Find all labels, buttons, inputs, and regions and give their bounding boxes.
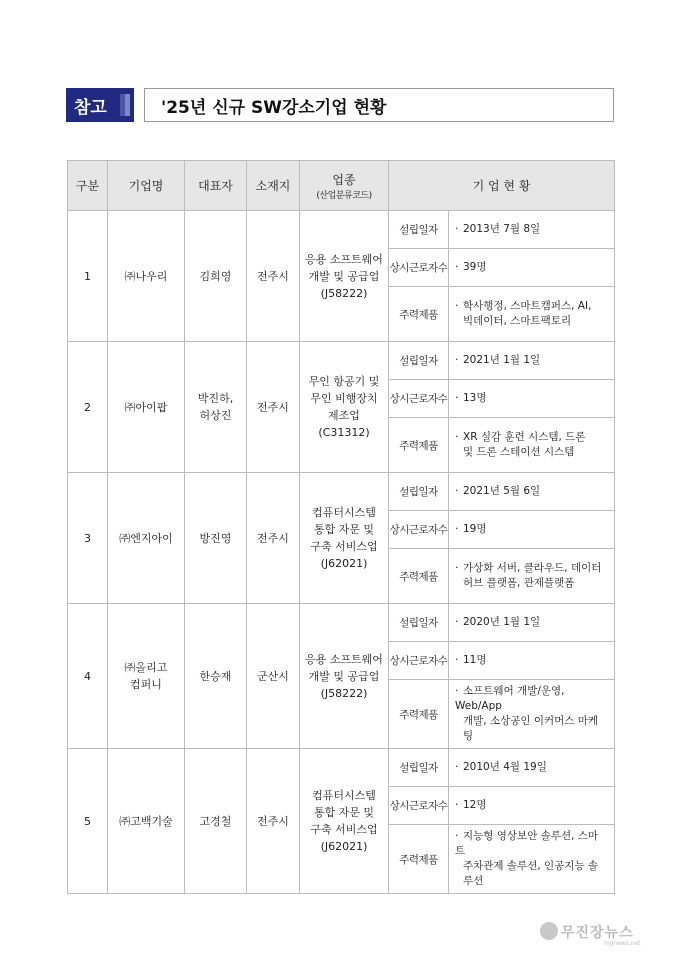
founded-text: 2010년 4월 19일 xyxy=(463,761,547,773)
location: 전주시 xyxy=(247,342,300,473)
location: 전주시 xyxy=(247,749,300,894)
bullet-icon: · xyxy=(455,654,459,666)
company-name-line: ㈜나우리 xyxy=(124,269,168,283)
table-row xyxy=(68,211,615,249)
company-name xyxy=(108,211,185,342)
employees-text: 11명 xyxy=(463,654,487,666)
location: 전주시 xyxy=(247,211,300,342)
ceo-name xyxy=(185,749,247,894)
employees-label: 상시근로자수 xyxy=(389,380,449,418)
row-no: 4 xyxy=(68,604,108,749)
industry-line: 구축 서비스업 xyxy=(310,823,378,836)
employees-text: 13명 xyxy=(463,392,487,404)
product-line xyxy=(455,859,608,889)
products-label: 주력제품 xyxy=(389,680,449,749)
product-line xyxy=(455,829,608,859)
company-name-line: ㈜엔지아이 xyxy=(119,531,173,545)
ceo-name-line: 고경철 xyxy=(199,814,232,828)
table-row xyxy=(68,604,615,642)
product-line xyxy=(455,714,608,744)
watermark-text: 무진장뉴스 xyxy=(561,925,634,941)
bullet-icon: · xyxy=(455,685,459,697)
bullet-icon: · xyxy=(455,431,459,443)
industry-line: 제조업 xyxy=(328,409,360,422)
product-text: 가상화 서버, 클라우드, 데이터 xyxy=(463,562,602,574)
location: 전주시 xyxy=(247,473,300,604)
bullet-icon: · xyxy=(455,761,459,773)
product-text: 빅데이터, 스마트팩토리 xyxy=(463,315,572,327)
product-line xyxy=(455,430,608,445)
bullet-icon: · xyxy=(455,616,459,628)
products-value xyxy=(449,418,615,473)
bullet-icon: · xyxy=(455,223,459,235)
founded-value xyxy=(449,211,615,249)
employees-label: 상시근로자수 xyxy=(389,249,449,287)
bullet-icon: · xyxy=(455,354,459,366)
founded-text: 2021년 1월 1일 xyxy=(463,354,541,366)
row-no: 1 xyxy=(68,211,108,342)
ceo-name xyxy=(185,342,247,473)
product-line xyxy=(455,561,608,576)
employees-value xyxy=(449,511,615,549)
bullet-icon: · xyxy=(455,392,459,404)
industry-line: (J58222) xyxy=(320,686,368,700)
employees-value xyxy=(449,642,615,680)
industry-line: (J62021) xyxy=(320,840,368,853)
products-value xyxy=(449,549,615,604)
industry-line: (J58222) xyxy=(320,286,368,300)
employees-label: 상시근로자수 xyxy=(389,642,449,680)
table-row xyxy=(68,473,615,511)
products-label: 주력제품 xyxy=(389,287,449,342)
ceo-name-line: 허상진 xyxy=(199,409,232,422)
company-name-line: 컴퍼니 xyxy=(130,678,162,691)
industry-line: 컴퓨터시스템 xyxy=(312,506,376,519)
product-text: 개발, 소상공인 이커머스 마케팅 xyxy=(463,715,599,742)
header-industry-sub: (산업분류코드) xyxy=(316,190,372,201)
product-line xyxy=(455,314,608,329)
industry-line: 컴퓨터시스템 xyxy=(312,789,376,802)
table-row xyxy=(68,342,615,380)
product-text: XR 실감 훈련 시스템, 드론 xyxy=(463,431,586,443)
founded-label: 설립일자 xyxy=(389,473,449,511)
products-value xyxy=(449,680,615,749)
header-industry xyxy=(300,161,389,211)
header-ceo: 대표자 xyxy=(185,161,247,211)
industry xyxy=(300,342,389,473)
table-row xyxy=(68,749,615,787)
industry-line: (C31312) xyxy=(318,426,370,439)
reference-badge xyxy=(66,88,134,122)
watermark-icon xyxy=(540,922,558,940)
employees-text: 39명 xyxy=(463,261,487,273)
founded-text: 2013년 7월 8일 xyxy=(463,223,541,235)
company-name xyxy=(108,749,185,894)
company-status-table xyxy=(67,160,615,894)
product-text: 지능형 영상보안 솔루션, 스마트 xyxy=(455,830,599,857)
product-text: 주차관제 솔루션, 인공지능 솔루션 xyxy=(463,860,599,887)
product-line xyxy=(455,576,608,591)
company-name xyxy=(108,473,185,604)
bullet-icon: · xyxy=(455,830,459,842)
bullet-icon: · xyxy=(455,485,459,497)
row-no: 5 xyxy=(68,749,108,894)
industry xyxy=(300,211,389,342)
employees-text: 12명 xyxy=(463,799,487,811)
bullet-icon: · xyxy=(455,562,459,574)
company-name-line: ㈜아이팝 xyxy=(124,400,168,414)
industry-line: (J62021) xyxy=(320,557,368,570)
employees-value xyxy=(449,787,615,825)
founded-value xyxy=(449,604,615,642)
header-status: 기 업 현 황 xyxy=(389,161,615,211)
industry-line: 무인 비행장치 xyxy=(310,392,378,405)
row-no: 3 xyxy=(68,473,108,604)
ceo-name-line: 박진하, xyxy=(197,392,234,405)
bullet-icon: · xyxy=(455,523,459,535)
header-location: 소재지 xyxy=(247,161,300,211)
founded-label: 설립일자 xyxy=(389,211,449,249)
products-label: 주력제품 xyxy=(389,825,449,894)
watermark-logo xyxy=(540,922,634,942)
founded-value xyxy=(449,749,615,787)
ceo-name-line: 방진영 xyxy=(199,531,232,545)
industry-line: 응용 소프트웨어 xyxy=(305,652,383,666)
founded-text: 2020년 1월 1일 xyxy=(463,616,541,628)
founded-label: 설립일자 xyxy=(389,749,449,787)
product-text: 소프트웨어 개발/운영, Web/App xyxy=(455,685,565,712)
company-name-line: ㈜고백기술 xyxy=(119,814,173,828)
products-value xyxy=(449,825,615,894)
industry-line: 통합 자문 및 xyxy=(313,806,375,819)
watermark-sub: mjjnews.net xyxy=(604,940,641,947)
badge-label: 참고 xyxy=(74,97,107,118)
page-title: '25년 신규 SW강소기업 현황 xyxy=(144,88,614,122)
industry xyxy=(300,749,389,894)
bullet-icon: · xyxy=(455,799,459,811)
product-line xyxy=(455,445,608,460)
industry-line: 응용 소프트웨어 xyxy=(305,252,383,266)
founded-value xyxy=(449,473,615,511)
product-line xyxy=(455,299,608,314)
industry-line: 통합 자문 및 xyxy=(313,523,375,536)
founded-label: 설립일자 xyxy=(389,342,449,380)
table-header-row xyxy=(68,161,615,211)
company-name xyxy=(108,604,185,749)
employees-label: 상시근로자수 xyxy=(389,511,449,549)
employees-value xyxy=(449,380,615,418)
founded-value xyxy=(449,342,615,380)
ceo-name xyxy=(185,473,247,604)
industry-line: 무인 항공기 및 xyxy=(308,375,380,388)
ceo-name xyxy=(185,211,247,342)
founded-text: 2021년 5월 6일 xyxy=(463,485,541,497)
employees-text: 19명 xyxy=(463,523,487,535)
product-text: 및 드론 스테이션 시스템 xyxy=(463,446,575,458)
page-header xyxy=(66,88,614,122)
employees-label: 상시근로자수 xyxy=(389,787,449,825)
product-text: 학사행정, 스마트캠퍼스, AI, xyxy=(463,300,592,312)
industry-line: 구축 서비스업 xyxy=(310,540,378,553)
industry xyxy=(300,604,389,749)
header-no: 구분 xyxy=(68,161,108,211)
products-label: 주력제품 xyxy=(389,549,449,604)
row-no: 2 xyxy=(68,342,108,473)
products-label: 주력제품 xyxy=(389,418,449,473)
employees-value xyxy=(449,249,615,287)
products-value xyxy=(449,287,615,342)
company-name-line: ㈜올리고 xyxy=(124,661,168,674)
bullet-icon: · xyxy=(455,300,459,312)
bullet-icon: · xyxy=(455,261,459,273)
industry xyxy=(300,473,389,604)
industry-line: 개발 및 공급업 xyxy=(308,269,380,283)
founded-label: 설립일자 xyxy=(389,604,449,642)
product-text: 허브 플랫폼, 관제플랫폼 xyxy=(463,577,575,589)
ceo-name-line: 한승재 xyxy=(199,669,232,683)
badge-decoration xyxy=(120,94,130,116)
product-line xyxy=(455,684,608,714)
header-company: 기업명 xyxy=(108,161,185,211)
ceo-name-line: 김희영 xyxy=(199,269,232,283)
location: 군산시 xyxy=(247,604,300,749)
ceo-name xyxy=(185,604,247,749)
industry-line: 개발 및 공급업 xyxy=(308,669,380,683)
header-industry-label: 업종 xyxy=(332,172,356,187)
company-name xyxy=(108,342,185,473)
